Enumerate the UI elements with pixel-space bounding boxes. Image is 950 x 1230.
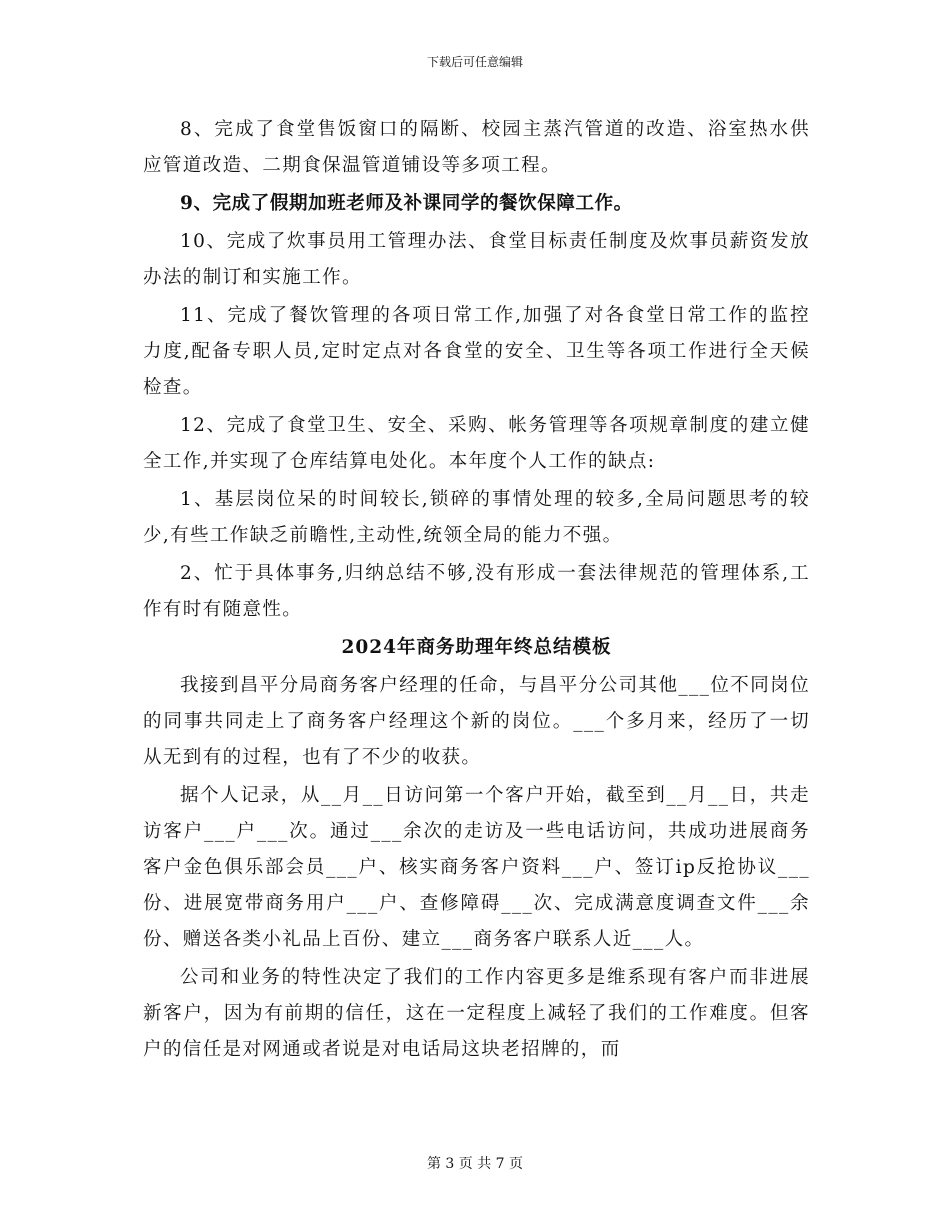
page-footer: 第 3 页 共 7 页 [426,1156,524,1172]
paragraph-records: 据个人记录，从__月__日访问第一个客户开始，截至到__月__日，共走访客户___户___次。通过___余次的走访及一些电话访问，共成功进展商务客户金色俱乐部会员___户、核实商务客户资料___户、签订ip反抢协议___份、进展宽带商务用户___户、查修障碍___次、完成满意度调查文件___余份、赠送各类小礼品上百份、建立___商务客户联系人近___人。 [143,785,810,950]
document-body [143,112,810,1070]
paragraph-item-10: 10、完成了炊事员用工管理办法、食堂目标责任制度及炊事员薪资发放办法的制订和实施工作。 [143,231,810,288]
section-title: 2024年商务助理年终总结模板 [341,637,612,658]
paragraph-item-9: 9、完成了假期加班老师及补课同学的餐饮保障工作。 [180,193,633,214]
paragraph-shortcoming-1: 1、基层岗位呆的时间较长,锁碎的事情处理的较多,全局问题思考的较少,有些工作缺乏前瞻性,主动性,统领全局的能力不强。 [143,489,810,546]
page-header: 下载后可任意编辑 [426,55,523,69]
paragraph-business-nature: 公司和业务的特性决定了我们的工作内容更多是维系现有客户而非进展新客户，因为有前期的信任，这在一定程度上减轻了我们的工作难度。但客户的信任是对网通或者说是对电话局这块老招牌的，而 [143,967,810,1060]
paragraph-item-8: 8、完成了食堂售饭窗口的隔断、校园主蒸汽管道的改造、浴室热水供应管道改造、二期食保温管道铺设等多项工程。 [143,119,810,176]
paragraph-shortcoming-2: 2、忙于具体事务,归纳总结不够,没有形成一套法律规范的管理体系,工作有时有随意性。 [143,563,810,620]
paragraph-item-12: 12、完成了食堂卫生、安全、采购、帐务管理等各项规章制度的建立健全工作,并实现了仓库结算电处化。本年度个人工作的缺点: [143,415,810,472]
paragraph-intro: 我接到昌平分局商务客户经理的任命，与昌平分公司其他___位不同岗位的同事共同走上了商务客户经理这个新的岗位。___个多月来，经历了一切从无到有的过程，也有了不少的收获。 [143,675,810,768]
paragraph-item-11: 11、完成了餐饮管理的各项日常工作,加强了对各食堂日常工作的监控力度,配备专职人员,定时定点对各食堂的安全、卫生等各项工作进行全天候检查。 [143,305,810,398]
